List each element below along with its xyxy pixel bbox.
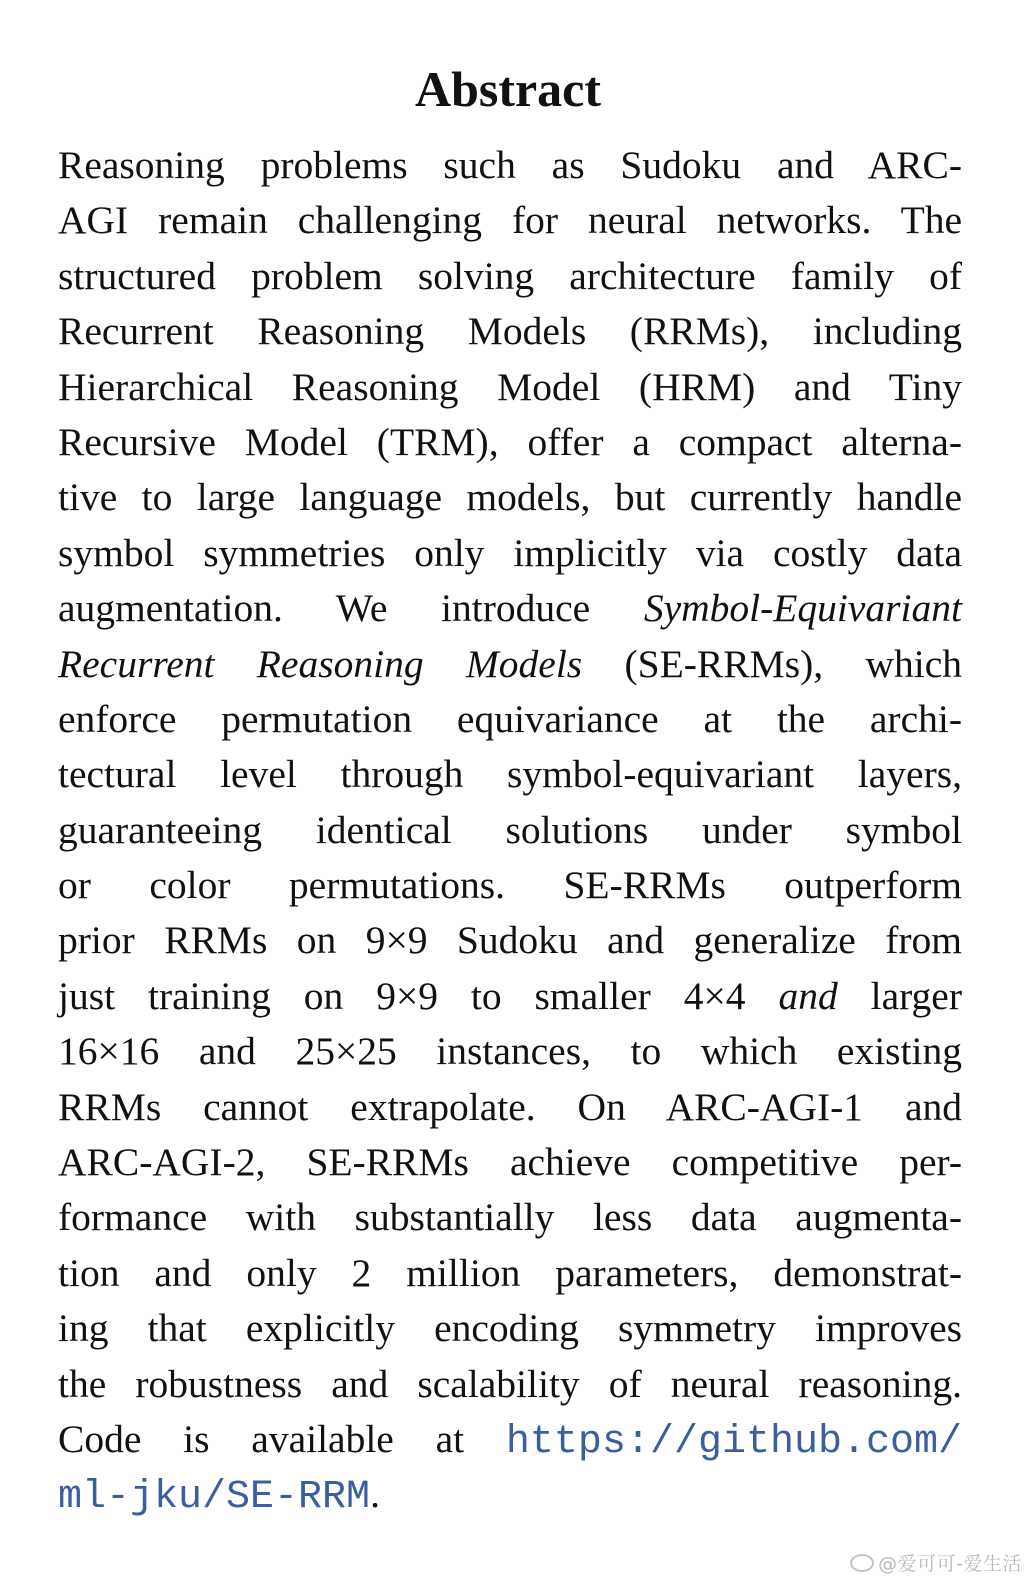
emphasis-italic: and <box>778 973 838 1018</box>
abstract-line: prior RRMs on 9×9 Sudoku and generalize from <box>58 918 962 963</box>
abstract-line: RRMs cannot extrapolate. On ARC-AGI-1 and <box>58 1084 962 1129</box>
abstract-line: symbol symmetries only implicitly via costly data <box>58 530 962 575</box>
abstract-line: AGI remain challenging for neural networks. The <box>58 198 962 243</box>
model-name-italic: Recurrent Reasoning Models <box>58 641 583 686</box>
abstract-line: Recurrent Reasoning Models (SE-RRMs), which <box>58 641 963 686</box>
weibo-icon <box>850 1554 874 1572</box>
abstract-line: or color permutations. SE-RRMs outperform <box>58 863 962 908</box>
abstract-line: enforce permutation equivariance at the archi- <box>58 696 962 741</box>
abstract-line: 16×16 and 25×25 instances, to which existing <box>58 1029 962 1074</box>
abstract-line: formance with substantially less data augmenta- <box>58 1195 962 1240</box>
abstract-line: ml-jku/SE-RRM. <box>58 1472 380 1521</box>
abstract-line: Code is available at https://github.com/ <box>58 1416 962 1465</box>
abstract-line: ing that explicitly encoding symmetry improves <box>58 1306 962 1351</box>
abstract-line: structured problem solving architecture family of <box>58 253 962 298</box>
abstract-line: Hierarchical Reasoning Model (HRM) and Tiny <box>58 364 962 409</box>
abstract-line: tive to large language models, but currently handle <box>58 475 962 520</box>
abstract-line: tion and only 2 million parameters, demonstrat- <box>58 1250 962 1295</box>
abstract-line: tectural level through symbol-equivariant layers, <box>58 752 962 797</box>
model-name-italic: Symbol-Equivariant <box>643 586 962 631</box>
abstract-line: ARC-AGI-2, SE-RRMs achieve competitive per- <box>58 1140 962 1185</box>
watermark <box>850 1549 1022 1576</box>
abstract-line: guaranteeing identical solutions under symbol <box>58 807 962 852</box>
watermark-text: @爱可可-爱生活 <box>878 1553 1022 1575</box>
abstract-line: augmentation. We introduce Symbol-Equivariant <box>58 586 962 631</box>
abstract-line: Recursive Model (TRM), offer a compact alterna- <box>58 419 962 464</box>
abstract-body <box>58 138 962 1523</box>
abstract-heading: Abstract <box>414 61 602 117</box>
abstract-line: Recurrent Reasoning Models (RRMs), including <box>58 309 962 354</box>
abstract-line: just training on 9×9 to smaller 4×4 and larger <box>58 973 962 1018</box>
code-link[interactable]: https://github.com/ <box>505 1419 962 1465</box>
code-link-continued[interactable]: ml-jku/SE-RRM <box>58 1475 371 1521</box>
abstract-line: the robustness and scalability of neural reasoning. <box>58 1361 962 1406</box>
abstract-line: Reasoning problems such as Sudoku and ARC- <box>58 143 962 187</box>
